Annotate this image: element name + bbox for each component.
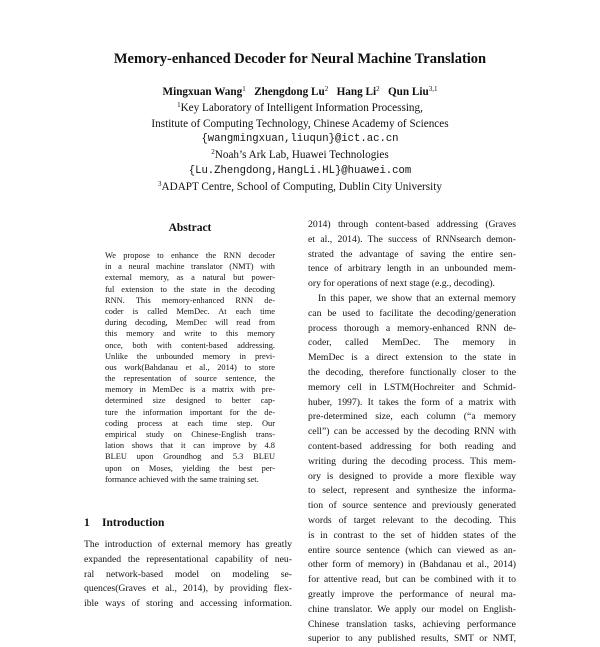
author-affiliation-mark: 2 <box>324 85 329 93</box>
text-line: ful extension to the state in the decoding <box>105 284 275 294</box>
text-line: in a neural machine translator (NMT) with <box>105 262 275 272</box>
text-line: ory for operations of next stage (e.g., decoding). <box>308 278 495 290</box>
text-line: is in contrast to the set of hidden states of the <box>308 529 516 541</box>
text-line: coding process at each time step. Our <box>105 418 275 428</box>
text-line: for attentive read, but can be combined with it to <box>308 574 516 586</box>
author-name: Hang Li <box>336 86 377 98</box>
affiliation-text: Key Laboratory of Intelligent Information Processing, <box>180 101 423 114</box>
text-line: external memory, as a natural but power- <box>105 273 275 283</box>
text-line: empirical study on Chinese-English trans- <box>105 430 275 439</box>
affiliation-mark: 3 <box>158 179 162 188</box>
text-line: ous work(Bahdanau et al., 2014) to store <box>105 362 275 372</box>
text-line: chine translator. We apply our model on English- <box>308 603 516 615</box>
text-line: entire source sentence (which can viewed as an- <box>308 544 516 556</box>
text-line: process thorough a memory-enhanced RNN de- <box>308 322 516 334</box>
text-line: ture the information important for the de- <box>105 407 275 417</box>
text-line: other form of memory) in (Bahdanau et al., 2014) <box>308 559 516 571</box>
author-affiliation-mark: 1 <box>242 85 246 93</box>
text-line: content-based addressing for both reading and <box>308 440 516 452</box>
section-title: Introduction <box>102 517 165 529</box>
text-line: ory is designed to provide a more flexible way <box>308 470 516 482</box>
affiliation-line <box>0 101 600 117</box>
text-line: expanded the representational capability of neu- <box>84 553 292 565</box>
introduction-body <box>84 538 292 612</box>
text-line: et al., 2014). The success of RNNsearch demon- <box>308 233 516 245</box>
text-line: huber, 1997). It takes the form of a matrix with <box>308 396 516 408</box>
text-line: once, both with content-based addressing. <box>105 340 275 350</box>
text-line: writing during the decoding process. This mem- <box>308 455 516 467</box>
text-line: words of target relevant to the decoding. This <box>308 514 516 526</box>
affiliation-text: Noah’s Ark Lab, Huawei Technologies <box>214 149 389 162</box>
author-email: {wangmingxuan,liuqun}@ict.ac.cn <box>201 133 399 146</box>
text-line: the representation of source sentence, the <box>105 374 275 384</box>
text-line: to select, represent and synthesize the informa- <box>308 485 516 497</box>
text-line: tence of arbitrary length in an unbounded mem- <box>308 263 516 275</box>
right-column-body <box>308 218 516 647</box>
text-line: In this paper, we show that an external memory <box>318 292 516 304</box>
author-affiliation-mark: 3,1 <box>428 85 438 93</box>
affiliation-mark: 1 <box>177 100 181 109</box>
author-name: Mingxuan Wang <box>162 86 243 98</box>
text-line: superior to any published results, SMT or NMT, <box>308 633 516 645</box>
text-line: memory in MemDec is a matrix with pre- <box>105 385 275 395</box>
text-line: can be used to facilitate the decoding/generation <box>308 307 516 319</box>
author-name: Qun Liu <box>387 86 429 98</box>
text-line: Chinese translation tasks, achieving performance <box>308 618 516 630</box>
text-line: cell”) can be accessed by the decoding RNN with <box>308 426 516 438</box>
author-block <box>0 85 600 196</box>
text-line: lation shows that it can improve by 4.8 <box>105 441 275 451</box>
section-heading <box>84 517 304 529</box>
text-line: pre-determined size, each column (“a memory <box>308 411 516 423</box>
text-line: We propose to enhance the RNN decoder <box>105 251 275 260</box>
text-line: ible ways of storing and accessing information. <box>84 598 292 610</box>
author-names <box>0 85 600 101</box>
text-line: formance achieved with the same training set. <box>105 474 259 484</box>
author-affiliation-mark: 2 <box>376 85 380 93</box>
text-line: memory cell in LSTM(Hochreiter and Schmid- <box>308 381 516 393</box>
affiliation-text: ADAPT Centre, School of Computing, Dublin City University <box>161 180 442 193</box>
affiliation-line: Institute of Computing Technology, Chinese Academy of Sciences <box>151 117 449 130</box>
text-line: during decoding, MemDec will read from <box>105 318 275 328</box>
text-line: coder is called MemDec. At each time <box>105 306 275 316</box>
text-line: determined size designed to better cap- <box>105 396 275 406</box>
affiliation-line <box>0 180 600 196</box>
author-email: {Lu.Zhengdong,HangLi.HL}@huawei.com <box>188 164 412 177</box>
author-name: Zhengdong Lu <box>254 86 325 98</box>
affiliation-line <box>0 148 600 164</box>
affiliation-mark: 2 <box>211 148 215 157</box>
text-line: The introduction of external memory has greatly <box>84 539 292 550</box>
abstract-heading: Abstract <box>168 222 212 234</box>
text-line: MemDec is a direct extension to the state in <box>308 352 516 364</box>
paper-title: Memory-enhanced Decoder for Neural Machine Translation <box>113 51 487 67</box>
text-line: tion of source sentence and previously generated <box>308 500 516 512</box>
text-line: strated the advantage of saving the entire sen- <box>308 248 516 260</box>
text-line: quences(Graves et al., 2014), by providing flex- <box>84 583 292 595</box>
text-line: RNN. This memory-enhanced RNN de- <box>105 295 275 305</box>
text-line: BLEU upon Groundhog and 5.3 BLEU <box>105 452 275 462</box>
abstract-body <box>105 250 275 485</box>
text-line: 2014) through content-based addressing (Graves <box>308 219 516 230</box>
text-line: upon on Moses, yielding the best per- <box>105 463 275 473</box>
text-line: this memory and write to this memory <box>105 329 275 339</box>
text-line: the decoding, therefore functionally closer to the <box>308 366 516 378</box>
text-line: ral network-based model on modeling se- <box>84 568 292 580</box>
text-line: greatly improve the performance of neural ma- <box>308 588 516 600</box>
text-line: coder, called MemDec. The memory in <box>308 337 516 349</box>
text-line: Unlike the unbounded memory in previ- <box>105 351 275 361</box>
section-number: 1 <box>84 517 90 529</box>
